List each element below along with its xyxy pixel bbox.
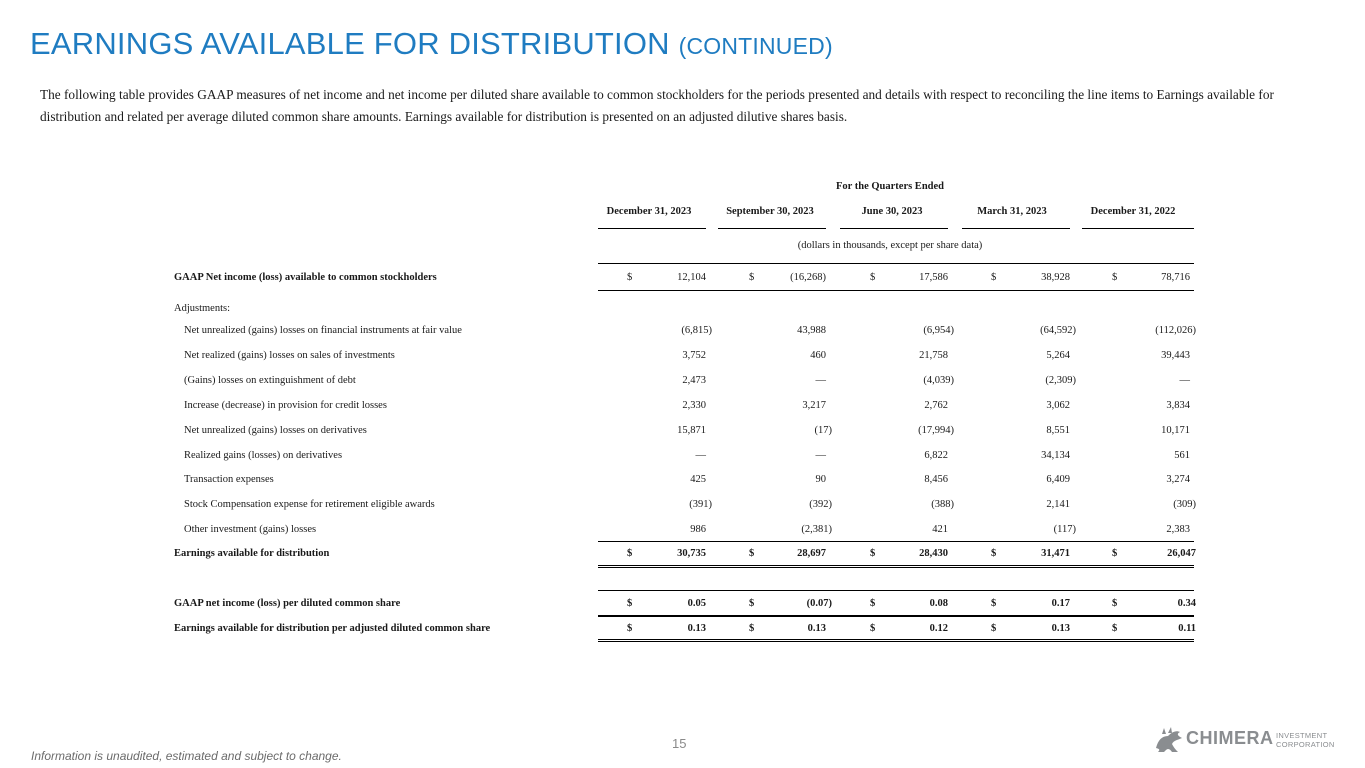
- cell: 6,822: [924, 450, 948, 461]
- dollar-sign: $: [1112, 272, 1118, 283]
- row-label: Net unrealized (gains) losses on derivatives: [184, 425, 367, 436]
- cell: 0.11: [1178, 623, 1196, 634]
- row-double-rule: [598, 639, 1194, 642]
- cell: 561: [1174, 450, 1190, 461]
- dollar-sign: $: [1112, 598, 1118, 609]
- row-label: Realized gains (losses) on derivatives: [184, 450, 343, 461]
- units-note: (dollars in thousands, except per share data): [797, 240, 983, 251]
- cell: 986: [690, 524, 706, 535]
- cell: (6,954): [923, 325, 954, 336]
- cell: (64,592): [1040, 325, 1076, 336]
- cell: 0.34: [1177, 598, 1196, 609]
- page-title: [30, 26, 833, 62]
- cell: 30,735: [677, 548, 706, 559]
- cell: 0.12: [929, 623, 948, 634]
- cell: 2,330: [682, 400, 706, 411]
- cell: 6,409: [1046, 474, 1070, 485]
- table-row: [0, 444, 1365, 468]
- column-header-mar-2023: March 31, 2023: [977, 206, 1047, 217]
- cell: (6,815): [681, 325, 712, 336]
- units-rule: [598, 263, 1194, 264]
- cell: (4,039): [923, 375, 954, 386]
- logo-wordmark: CHIMERA: [1186, 728, 1274, 748]
- row-label: GAAP net income (loss) per diluted common share: [174, 598, 401, 609]
- table-row: [0, 319, 1365, 343]
- dollar-sign: $: [991, 598, 997, 609]
- cell: 78,716: [1161, 272, 1190, 283]
- cell: (392): [809, 499, 832, 510]
- cell: 39,443: [1161, 350, 1190, 361]
- cell: 421: [932, 524, 948, 535]
- cell: 0.13: [807, 623, 826, 634]
- dollar-sign: $: [991, 623, 997, 634]
- cell: 38,928: [1041, 272, 1070, 283]
- cell: (117): [1053, 524, 1076, 535]
- row-label: Earnings available for distribution per adjusted diluted common share: [174, 623, 491, 634]
- cell: 2,762: [924, 400, 948, 411]
- cell: 15,871: [677, 425, 706, 436]
- cell: (2,309): [1045, 375, 1076, 386]
- adjustments-label: Adjustments:: [174, 303, 231, 314]
- cell: 3,217: [802, 400, 826, 411]
- cell: —: [1179, 375, 1190, 386]
- dollar-sign: $: [870, 548, 876, 559]
- row-label: Net unrealized (gains) losses on financial instruments at fair value: [184, 325, 462, 336]
- cell: 3,834: [1166, 400, 1190, 411]
- cell: (112,026): [1155, 325, 1196, 336]
- cell: 0.13: [1051, 623, 1070, 634]
- cell: 3,752: [682, 350, 706, 361]
- row-rule: [598, 290, 1194, 291]
- cell: 2,383: [1166, 524, 1190, 535]
- row-label: Transaction expenses: [184, 474, 274, 485]
- row-label: Earnings available for distribution: [174, 548, 330, 559]
- dollar-sign: $: [991, 272, 997, 283]
- cell: —: [815, 450, 826, 461]
- dollar-sign: $: [627, 598, 633, 609]
- column-header-sep-2023: September 30, 2023: [726, 206, 814, 217]
- row-label: (Gains) losses on extinguishment of debt: [184, 375, 356, 386]
- table-row: [0, 419, 1365, 443]
- dollar-sign: $: [870, 598, 876, 609]
- cell: (2,381): [801, 524, 832, 535]
- cell: 0.13: [687, 623, 706, 634]
- cell: (309): [1173, 499, 1196, 510]
- column-header-dec-2022: December 31, 2022: [1090, 206, 1176, 217]
- footnote: Information is unaudited, estimated and subject to change.: [31, 749, 342, 763]
- table-row-ead: [0, 542, 1365, 566]
- cell: (391): [689, 499, 712, 510]
- cell: 0.05: [687, 598, 706, 609]
- cell: (16,268): [790, 272, 826, 283]
- dollar-sign: $: [749, 548, 755, 559]
- table-group-header: For the Quarters Ended: [835, 181, 944, 192]
- dollar-sign: $: [749, 272, 755, 283]
- cell: 17,586: [919, 272, 948, 283]
- cell: 8,551: [1046, 425, 1070, 436]
- dollar-sign: $: [627, 272, 633, 283]
- cell: 21,758: [919, 350, 948, 361]
- cell: 12,104: [677, 272, 706, 283]
- table-row-ead-per-share: [0, 617, 1365, 641]
- logo-subtitle-2: CORPORATION: [1276, 740, 1335, 749]
- cell: 34,134: [1041, 450, 1070, 461]
- row-double-rule: [598, 565, 1194, 568]
- row-label: Increase (decrease) in provision for credit losses: [184, 400, 387, 411]
- cell: —: [695, 450, 706, 461]
- table-row: [0, 344, 1365, 368]
- cell: 5,264: [1046, 350, 1070, 361]
- cell: 10,171: [1161, 425, 1190, 436]
- cell: 0.08: [929, 598, 948, 609]
- cell: 2,473: [682, 375, 706, 386]
- cell: 3,062: [1046, 400, 1070, 411]
- row-label: GAAP Net income (loss) available to common stockholders: [174, 272, 437, 283]
- chimera-emblem-icon: [1152, 726, 1186, 756]
- column-header-jun-2023: June 30, 2023: [861, 206, 923, 217]
- table-row-gaap-net-income: [0, 266, 1365, 290]
- dollar-sign: $: [1112, 623, 1118, 634]
- cell: (388): [931, 499, 954, 510]
- table-row-gaap-eps: [0, 592, 1365, 616]
- dollar-sign: $: [1112, 548, 1118, 559]
- row-label: Stock Compensation expense for retirement eligible awards: [184, 499, 435, 510]
- dollar-sign: $: [870, 272, 876, 283]
- cell: 8,456: [924, 474, 948, 485]
- cell: 2,141: [1046, 499, 1070, 510]
- header-rule: [962, 228, 1070, 229]
- cell: 28,697: [797, 548, 826, 559]
- dollar-sign: $: [627, 548, 633, 559]
- row-label: Other investment (gains) losses: [184, 524, 317, 535]
- dollar-sign: $: [749, 623, 755, 634]
- header-rule: [840, 228, 948, 229]
- cell: 460: [810, 350, 826, 361]
- cell: —: [815, 375, 826, 386]
- page-title-continued: (CONTINUED): [678, 33, 833, 59]
- table-row: [0, 493, 1365, 517]
- cell: 26,047: [1167, 548, 1196, 559]
- cell: 3,274: [1166, 474, 1190, 485]
- header-rule: [1082, 228, 1194, 229]
- logo-subtitle-1: INVESTMENT: [1276, 731, 1328, 740]
- table-row: [0, 394, 1365, 418]
- company-logo: [1150, 722, 1340, 758]
- header-rule: [718, 228, 826, 229]
- dollar-sign: $: [991, 548, 997, 559]
- cell: 425: [690, 474, 706, 485]
- cell: (17): [814, 425, 832, 436]
- page-title-main: EARNINGS AVAILABLE FOR DISTRIBUTION: [30, 26, 670, 61]
- table-row: [0, 468, 1365, 492]
- cell: 0.17: [1051, 598, 1070, 609]
- row-label: Net realized (gains) losses on sales of investments: [184, 350, 395, 361]
- cell: 43,988: [797, 325, 826, 336]
- header-rule: [598, 228, 706, 229]
- dollar-sign: $: [870, 623, 876, 634]
- intro-paragraph: The following table provides GAAP measures of net income and net income per diluted share available to common stockholders for the periods presented and details with respect to reconciling the line items to Earnings available for distribution and related per average diluted common share amounts. Earnings available for distribution is presented on an adjusted dilutive shares basis.: [40, 87, 1274, 124]
- column-header-dec-2023: December 31, 2023: [606, 206, 692, 217]
- dollar-sign: $: [627, 623, 633, 634]
- row-rule: [598, 590, 1194, 591]
- cell: (0.07): [806, 598, 832, 609]
- table-row: [0, 518, 1365, 542]
- page-number: 15: [672, 736, 687, 751]
- table-row: [0, 369, 1365, 393]
- adjustments-header: [0, 297, 1365, 321]
- cell: 28,430: [919, 548, 948, 559]
- cell: 90: [815, 474, 826, 485]
- dollar-sign: $: [749, 598, 755, 609]
- cell: 31,471: [1041, 548, 1070, 559]
- cell: (17,994): [918, 425, 954, 436]
